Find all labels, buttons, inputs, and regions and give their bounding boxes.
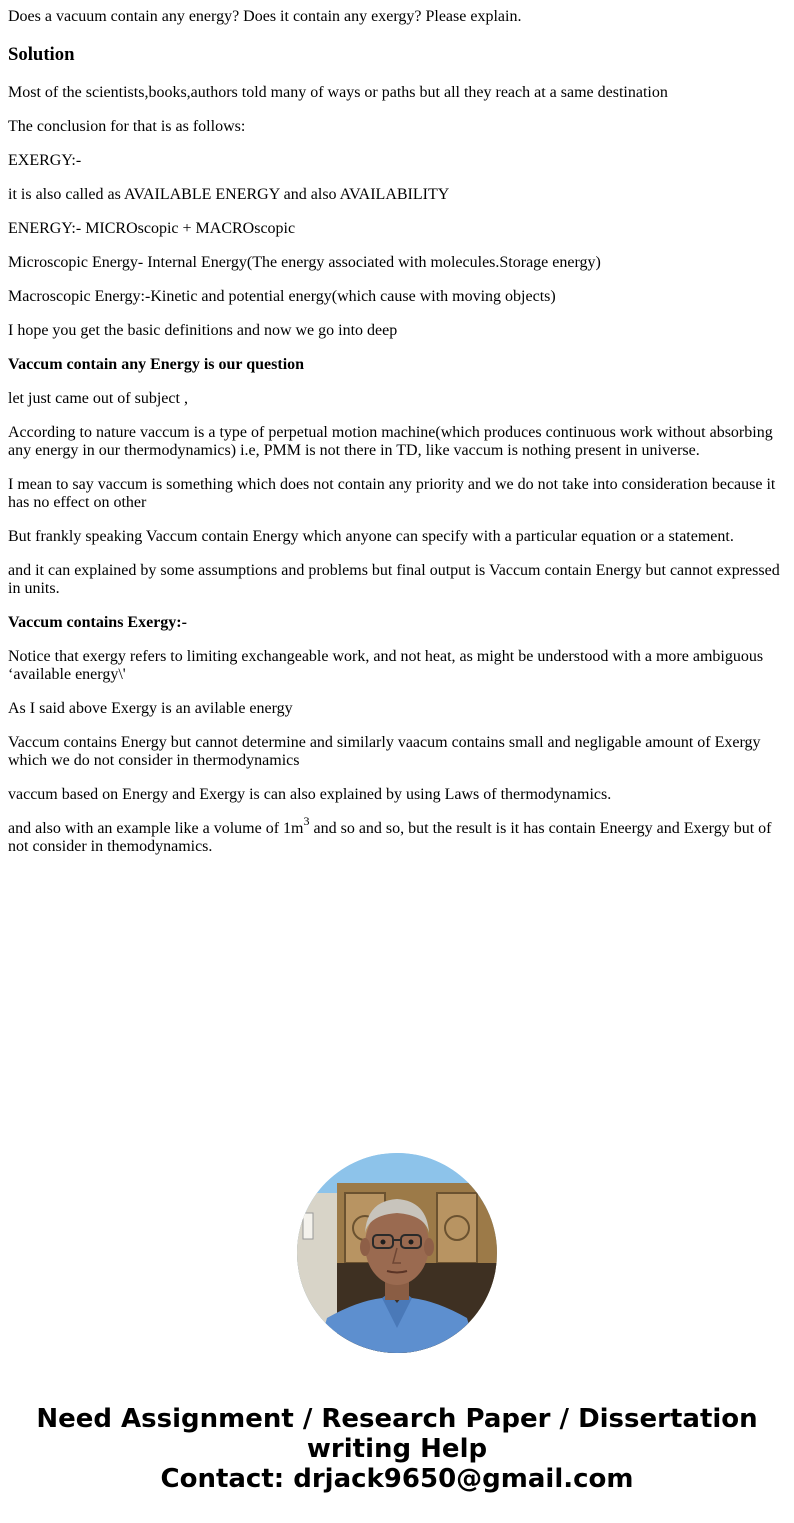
paragraph: EXERGY:- [8,152,82,169]
paragraph: According to nature vaccum is a type of perpetual motion machine(which produces continuous work without absorbing any energy in our thermodynamics) i.e, PMM is not there in TD, like vaccum is nothing present in universe. [8,424,773,459]
solution-heading: Solution [8,44,75,65]
paragraph: As I said above Exergy is an avilable energy [8,700,293,717]
paragraph: let just came out of subject , [8,390,188,407]
paragraph: Macroscopic Energy:-Kinetic and potential energy(which cause with moving objects) [8,288,556,305]
paragraph: But frankly speaking Vaccum contain Energy which anyone can specify with a particular equation or a statement. [8,528,734,545]
bold-subheading [8,356,786,374]
person-portrait-image [297,1153,497,1353]
bold-subheading-text: Vaccum contain any Energy is our question [8,356,305,373]
paragraph: vaccum based on Energy and Exergy is can also explained by using Laws of thermodynamics. [8,786,612,803]
paragraph: it is also called as AVAILABLE ENERGY and also AVAILABILITY [8,186,450,203]
paragraph-text-after: and so and so, but the result is it has contain Eneergy and Exergy but of not consider in themodynamics. [8,820,772,855]
avatar [297,1153,497,1353]
paragraph: Vaccum contains Energy but cannot determine and similarly vaacum contains small and negligable amount of Exergy which we do not consider in thermodynamics [8,734,761,769]
paragraph: ENERGY:- MICROscopic + MACROscopic [8,220,296,237]
bold-subheading-text: Vaccum contains Exergy:- [8,614,187,631]
banner-line-1: Need Assignment / Research Paper / Dissertation [36,1404,758,1434]
question-text: Does a vacuum contain any energy? Does it contain any exergy? Please explain. [8,8,522,25]
superscript-exponent: 3 [303,813,310,828]
banner-line-2: writing Help [306,1434,488,1464]
paragraph: I mean to say vaccum is something which does not contain any priority and we do not take into consideration because it has no effect on other [8,476,776,511]
paragraph: Microscopic Energy- Internal Energy(The energy associated with molecules.Storage energy) [8,254,601,271]
paragraph: Notice that exergy refers to limiting exchangeable work, and not heat, as might be understood with a more ambiguous ‘available energy\' [8,648,764,683]
paragraph: Most of the scientists,books,authors told many of ways or paths but all they reach at a same destination [8,84,668,101]
paragraph-text-before: and also with an example like a volume of 1m [8,820,304,837]
contact-email: Contact: drjack9650@gmail.com [160,1464,634,1494]
paragraph: and it can explained by some assumptions and problems but final output is Vaccum contain Energy but cannot expressed in units. [8,562,780,597]
assignment-help-banner [0,1404,794,1494]
paragraph: I hope you get the basic definitions and now we go into deep [8,322,398,339]
paragraph-with-superscript [8,813,786,856]
bold-subheading [8,614,786,632]
paragraph: The conclusion for that is as follows: [8,118,246,135]
